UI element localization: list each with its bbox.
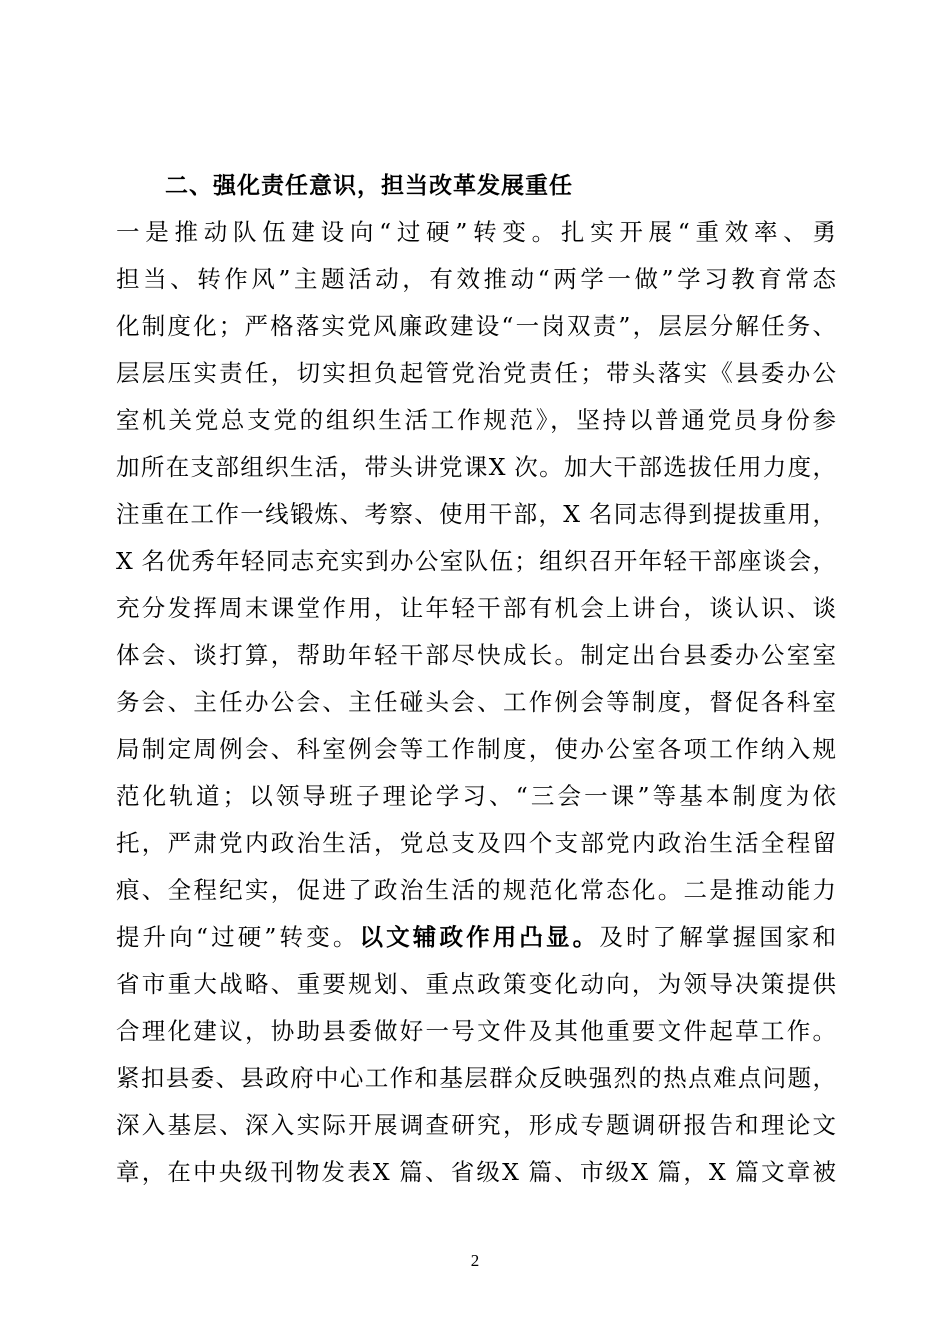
page-number: 2 <box>470 1251 480 1270</box>
body-line: 省市重大战略、重要规划、重点政策变化动向，为领导决策提供 <box>116 970 836 998</box>
body-line-mixed <box>116 914 836 960</box>
body-line: 体会、谈打算，帮助年轻干部尽快成长。制定出台县委办公室室 <box>116 641 836 669</box>
body-line: 深入基层、深入实际开展调查研究，形成专题调研报告和理论文 <box>116 1111 836 1139</box>
body-line: 章，在中央级刊物发表X 篇、省级X 篇、市级X 篇，X 篇文章被 <box>116 1158 836 1186</box>
body-line: 一是推动队伍建设向“过硬”转变。扎实开展“重效率、勇 <box>116 218 836 246</box>
body-line: 痕、全程纪实，促进了政治生活的规范化常态化。二是推动能力 <box>116 876 836 904</box>
body-line: 注重在工作一线锻炼、考察、使用干部，X 名同志得到提拔重用， <box>116 500 836 528</box>
body-line: 托，严肃党内政治生活，党总支及四个支部党内政治生活全程留 <box>116 829 836 857</box>
body-line: 加所在支部组织生活，带头讲党课X 次。加大干部选拔任用力度， <box>116 453 836 481</box>
body-line: 层层压实责任，切实担负起管党治党责任；带头落实《县委办公 <box>116 359 836 387</box>
body-line: 担当、转作风”主题活动，有效推动“两学一做”学习教育常态 <box>116 265 836 293</box>
body-line: 范化轨道；以领导班子理论学习、“三会一课”等基本制度为依 <box>116 782 836 810</box>
section-heading: 二、强化责任意识，担当改革发展重任 <box>165 173 573 199</box>
body-line: X 名优秀年轻同志充实到办公室队伍；组织召开年轻干部座谈会， <box>116 547 836 575</box>
body-line: 局制定周例会、科室例会等工作制度，使办公室各项工作纳入规 <box>116 735 836 763</box>
body-line: 合理化建议，协助县委做好一号文件及其他重要文件起草工作。 <box>116 1017 836 1045</box>
body-line: 室机关党总支党的组织生活工作规范》，坚持以普通党员身份参 <box>116 406 836 434</box>
body-text: 提升向“过硬”转变。 <box>116 923 360 951</box>
body-line: 充分发挥周末课堂作用，让年轻干部有机会上讲台，谈认识、谈 <box>116 594 836 622</box>
body-line: 紧扣县委、县政府中心工作和基层群众反映强烈的热点难点问题， <box>116 1064 836 1092</box>
body-text: 及时了解掌握国家和 <box>599 923 837 951</box>
bold-subheading: 以文辅政作用凸显。 <box>359 923 600 951</box>
body-line: 务会、主任办公会、主任碰头会、工作例会等制度，督促各科室 <box>116 688 836 716</box>
body-line: 化制度化；严格落实党风廉政建设“一岗双责”，层层分解任务、 <box>116 312 836 340</box>
